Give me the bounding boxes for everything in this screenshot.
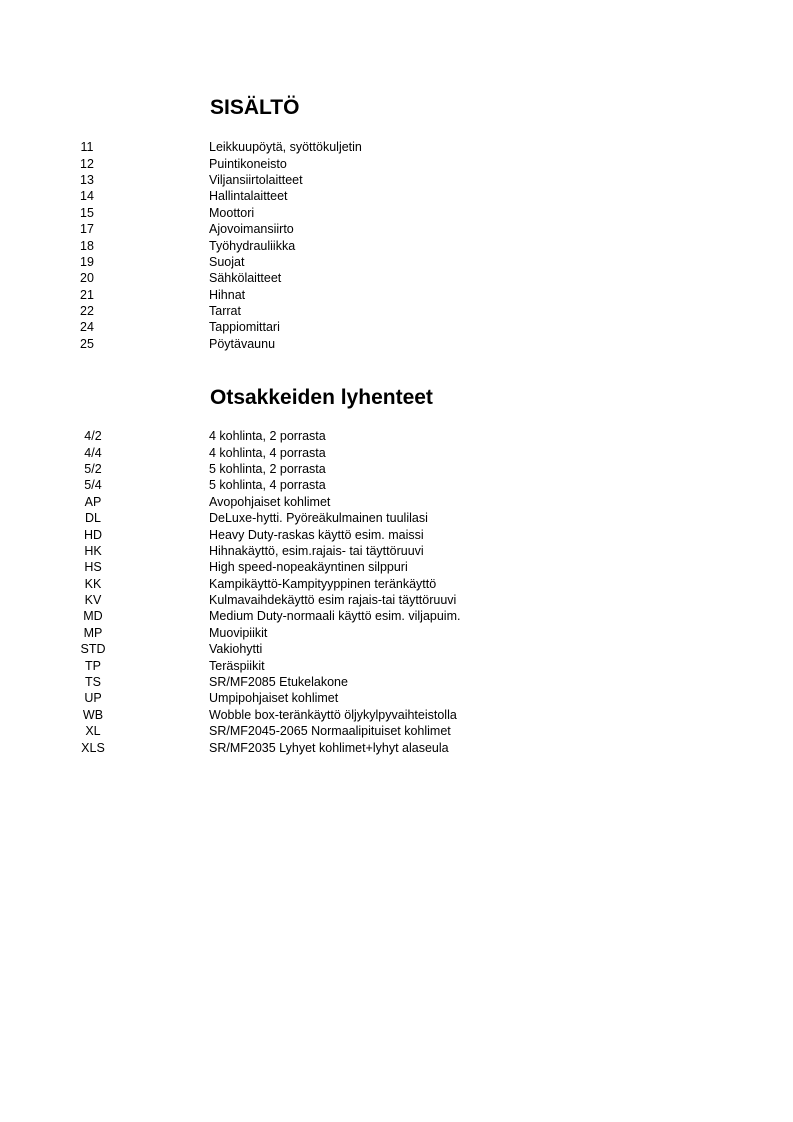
contents-item-label: Ajovoimansiirto <box>209 222 294 237</box>
contents-item-label: Leikkuupöytä, syöttökuljetin <box>209 140 362 155</box>
abbreviation-item <box>0 592 460 608</box>
abbreviation-code: 4/4 <box>84 445 102 460</box>
abbreviation-label: SR/MF2045-2065 Normaalipituiset kohlimet <box>209 724 451 739</box>
abbreviation-code: MP <box>83 625 103 640</box>
abbreviation-item <box>0 707 460 723</box>
abbreviation-label: Kampikäyttö-Kampityyppinen teränkäyttö <box>209 576 437 591</box>
contents-item-code: 24 <box>80 320 94 335</box>
contents-item <box>0 237 362 253</box>
contents-item <box>0 319 362 335</box>
abbreviation-item <box>0 494 460 510</box>
abbreviation-label: High speed-nopeakäyntinen silppuri <box>209 560 408 575</box>
abbreviation-item <box>0 641 460 657</box>
abbreviation-label: Wobble box-teränkäyttö öljykylpyvaihteistolla <box>209 707 457 722</box>
contents-item-code: 17 <box>80 222 94 237</box>
abbreviation-code: HS <box>84 560 102 575</box>
abbreviation-item <box>0 559 460 575</box>
contents-item-label: Pöytävaunu <box>209 336 276 351</box>
abbreviation-item <box>0 723 460 739</box>
abbreviation-item <box>0 477 460 493</box>
contents-item-code: 19 <box>80 254 94 269</box>
contents-item-code: 20 <box>80 271 94 286</box>
contents-item <box>0 221 362 237</box>
abbreviation-item <box>0 461 460 477</box>
contents-item-label: Suojat <box>209 254 245 269</box>
abbreviation-item <box>0 428 460 444</box>
abbreviation-item <box>0 444 460 460</box>
contents-item-code: 22 <box>80 304 94 319</box>
contents-item-code: 12 <box>80 156 94 171</box>
abbreviation-item <box>0 526 460 542</box>
abbreviation-code: 4/2 <box>84 429 102 444</box>
contents-item <box>0 139 362 155</box>
abbreviation-item <box>0 543 460 559</box>
contents-item <box>0 303 362 319</box>
contents-item-label: Tappiomittari <box>209 320 280 335</box>
abbreviation-label: DeLuxe-hytti. Pyöreäkulmainen tuulilasi <box>209 511 428 526</box>
abbreviation-item <box>0 510 460 526</box>
contents-item <box>0 336 362 352</box>
contents-item <box>0 188 362 204</box>
contents-item-code: 18 <box>80 238 94 253</box>
contents-item-code: 21 <box>80 287 94 302</box>
abbreviation-label: Heavy Duty-raskas käyttö esim. maissi <box>209 527 424 542</box>
abbreviation-item <box>0 576 460 592</box>
abbreviations-list <box>0 428 460 756</box>
abbreviation-item <box>0 608 460 624</box>
contents-item-label: Viljansiirtolaitteet <box>209 172 303 187</box>
contents-item-label: Moottori <box>209 205 255 220</box>
contents-item-label: Sähkölaitteet <box>209 271 282 286</box>
abbreviation-label: 5 kohlinta, 4 porrasta <box>209 478 326 493</box>
contents-item-code: 25 <box>80 336 94 351</box>
abbreviation-code: KK <box>84 576 102 591</box>
abbreviation-code: XL <box>85 724 101 739</box>
abbreviation-label: SR/MF2035 Lyhyet kohlimet+lyhyt alaseula <box>209 740 449 755</box>
contents-item <box>0 205 362 221</box>
abbreviation-label: Teräspiikit <box>209 658 265 673</box>
abbreviation-code: XLS <box>81 740 105 755</box>
abbreviation-item <box>0 739 460 755</box>
contents-item-code: 13 <box>80 172 94 187</box>
abbreviation-code: 5/4 <box>84 478 102 493</box>
contents-item <box>0 287 362 303</box>
contents-item <box>0 270 362 286</box>
abbreviation-code: UP <box>84 691 102 706</box>
contents-item-code: 11 <box>80 140 94 155</box>
abbreviation-item <box>0 690 460 706</box>
abbreviation-code: WB <box>82 707 104 722</box>
abbreviation-label: Avopohjaiset kohlimet <box>209 494 331 509</box>
contents-item-label: Tarrat <box>209 304 241 319</box>
abbreviation-code: MD <box>83 609 103 624</box>
abbreviation-label: Vakiohytti <box>209 642 263 657</box>
contents-item <box>0 155 362 171</box>
abbreviation-code: TP <box>85 658 101 673</box>
abbreviation-label: Kulmavaihdekäyttö esim rajais-tai täyttöruuvi <box>209 593 457 608</box>
contents-item-code: 15 <box>80 205 94 220</box>
contents-list <box>0 139 362 352</box>
contents-item-label: Puintikoneisto <box>209 156 287 171</box>
abbreviation-label: 5 kohlinta, 2 porrasta <box>209 461 326 476</box>
abbreviation-label: Hihnakäyttö, esim.rajais- tai täyttöruuvi <box>209 543 424 558</box>
abbreviation-item <box>0 674 460 690</box>
contents-title: SISÄLTÖ <box>210 96 300 119</box>
contents-item <box>0 172 362 188</box>
contents-item-label: Hallintalaitteet <box>209 189 288 204</box>
abbreviation-label: SR/MF2085 Etukelakone <box>209 675 348 690</box>
abbreviation-code: 5/2 <box>84 461 102 476</box>
abbreviation-label: Muovipiikit <box>209 625 268 640</box>
abbreviation-label: 4 kohlinta, 2 porrasta <box>209 429 326 444</box>
abbreviation-code: TS <box>85 675 101 690</box>
contents-item-code: 14 <box>80 189 94 204</box>
abbreviation-code: KV <box>84 593 102 608</box>
abbreviation-code: STD <box>80 642 106 657</box>
contents-item <box>0 254 362 270</box>
abbreviation-label: Umpipohjaiset kohlimet <box>209 691 339 706</box>
abbreviation-item <box>0 625 460 641</box>
abbreviation-code: HK <box>84 543 102 558</box>
contents-item-label: Hihnat <box>209 287 246 302</box>
abbreviation-code: DL <box>85 511 101 526</box>
abbreviation-label: Medium Duty-normaali käyttö esim. viljapuim. <box>209 609 461 624</box>
abbreviation-code: AP <box>84 494 102 509</box>
abbreviation-label: 4 kohlinta, 4 porrasta <box>209 445 326 460</box>
abbreviation-item <box>0 657 460 673</box>
abbreviations-title: Otsakkeiden lyhenteet <box>210 386 433 409</box>
abbreviation-code: HD <box>83 527 103 542</box>
contents-item-label: Työhydrauliikka <box>209 238 296 253</box>
